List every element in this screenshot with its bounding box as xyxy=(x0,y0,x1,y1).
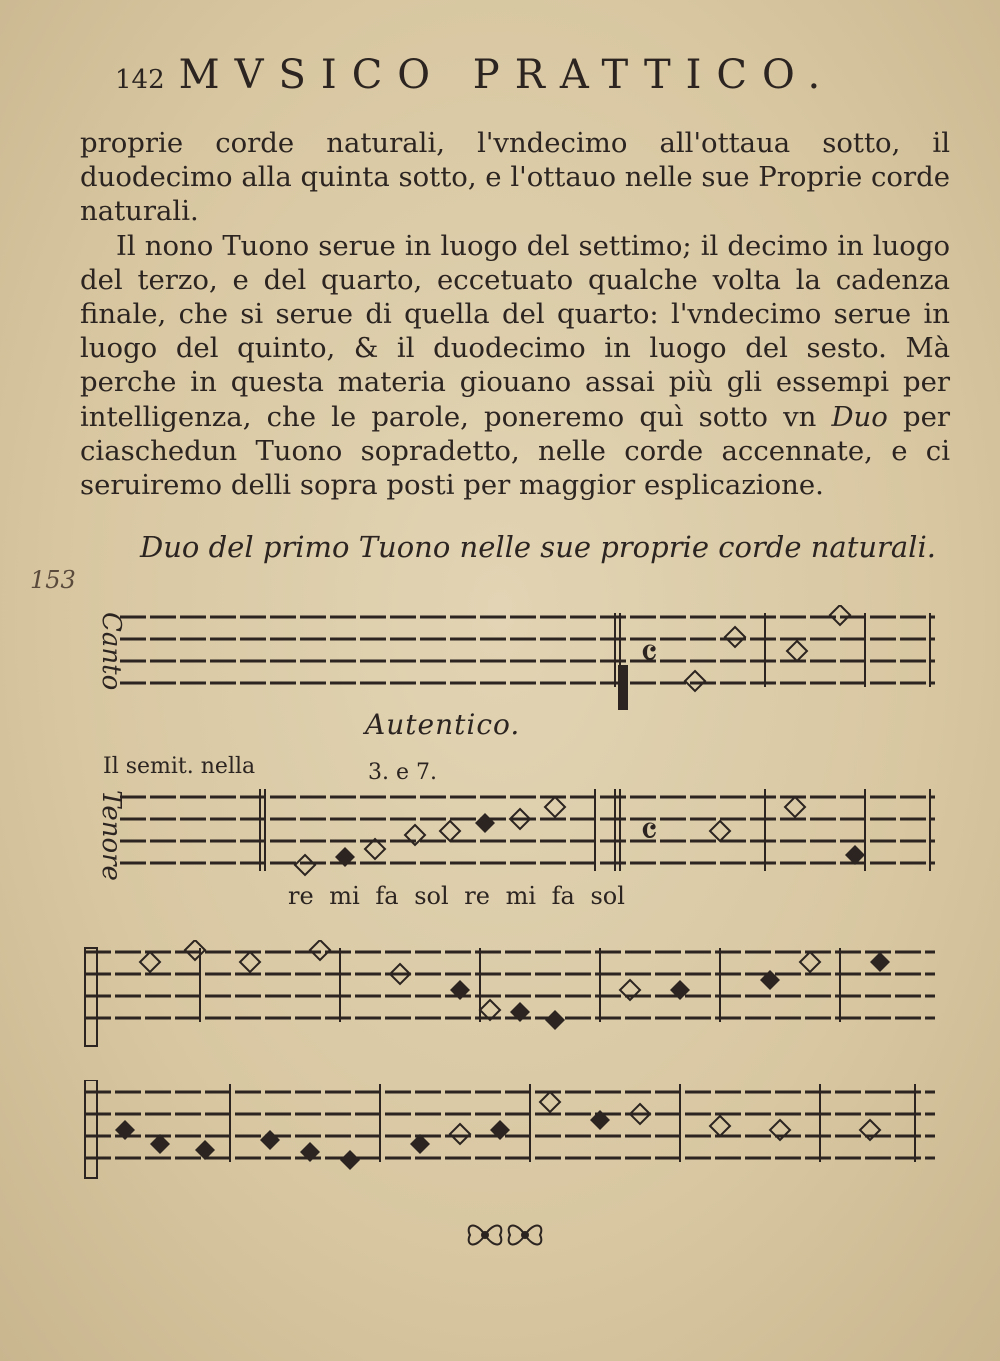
canto-label: Canto xyxy=(96,612,126,691)
page-number: 142 xyxy=(115,65,165,95)
fleuron-ornament xyxy=(460,1210,550,1260)
autentico-label: Autentico. xyxy=(365,708,521,741)
duo-title: Duo del primo Tuono nelle sue proprie corde naturali. xyxy=(140,530,936,564)
paragraph-2-part-2: per ciaschedun Tuono sopradetto, nelle corde accennate, e ci seruiremo delli sopra posti per maggior esplicazione. xyxy=(80,400,950,502)
running-header xyxy=(115,52,875,98)
continuation-staff-1 xyxy=(80,940,940,1050)
svg-text:𝄴: 𝄴 xyxy=(640,631,658,677)
canto-staff xyxy=(115,605,945,715)
marginal-note: 153 xyxy=(30,566,76,594)
solmization: re mi fa sol re mi fa sol xyxy=(288,882,625,910)
svg-text:𝄴: 𝄴 xyxy=(640,809,658,855)
body-text xyxy=(80,126,950,502)
semitone-note: Il semit. nella xyxy=(103,754,256,779)
duo-word: Duo xyxy=(831,400,888,433)
continuation-staff-2 xyxy=(80,1080,940,1190)
paragraph-2 xyxy=(80,229,950,503)
paragraph-1: proprie corde naturali, l'vndecimo all'ottaua sotto, il duodecimo alla quinta sotto, e l'ottauo nelle sue Proprie corde naturali. xyxy=(80,127,950,228)
semitone-degrees: 3. e 7. xyxy=(368,760,437,785)
paragraph-2-part-1: Il nono Tuono serue in luogo del settimo; il decimo in luogo del terzo, e del quarto, eccetuato qualche volta la cadenza finale, che si serue di quella del quarto: l'vndecimo serue in luogo del quinto, & il duodecimo in luogo del sesto. Mà perche in questa materia giouano assai più gli essempi per intelligenza, che le parole, poneremo quì sotto vn xyxy=(80,229,950,433)
tenore-staff xyxy=(115,785,945,885)
running-title: MVSICO PRATTICO. xyxy=(178,52,836,98)
tenore-label: Tenore xyxy=(96,790,126,881)
